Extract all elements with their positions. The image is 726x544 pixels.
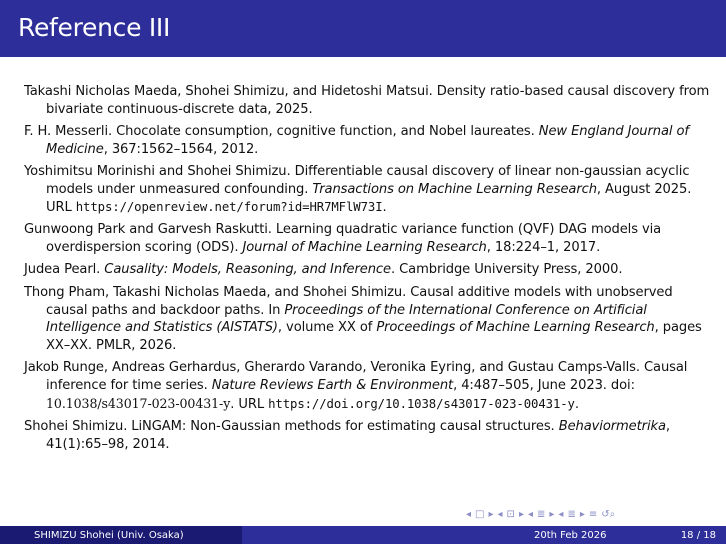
reference-url[interactable]: https://doi.org/10.1038/s43017-023-00431-y <box>268 396 575 411</box>
nav-symbol-icon[interactable]: ◂ <box>527 509 533 520</box>
nav-symbol-icon[interactable]: ≡ <box>588 509 598 520</box>
nav-symbol-icon[interactable]: ≣ <box>567 509 576 520</box>
reference-venue: Behaviormetrika <box>558 419 666 435</box>
reference-text: Takashi Nicholas Maeda, Shohei Shimizu, and Hidetoshi Matsui. Density ratio-based causal discovery from bivariate continuous-discrete data, 2025. <box>24 84 710 117</box>
reference-entry <box>24 83 714 118</box>
footer-date: 20th Feb 2026 <box>534 529 607 541</box>
reference-text: , August 2025. URL <box>46 181 692 215</box>
reference-text: , pages XX–XX. PMLR, 2026. <box>46 320 702 353</box>
reference-text: . <box>574 396 579 412</box>
reference-entry <box>24 359 714 413</box>
reference-url[interactable]: https://openreview.net/forum?id=HR7MFlW73I <box>75 199 383 214</box>
reference-venue: New England Journal of Medicine <box>46 124 689 157</box>
reference-text: F. H. Messerli. Chocolate consumption, cognitive function, and Nobel laureates. <box>24 124 539 140</box>
title-bar <box>0 0 726 57</box>
reference-entry <box>24 261 714 279</box>
reference-venue: Proceedings of Machine Learning Research <box>376 320 655 336</box>
reference-text: , 41(1):65–98, 2014. <box>46 419 670 452</box>
nav-symbol-icon[interactable]: ◂ <box>466 509 472 520</box>
reference-venue: Proceedings of the International Conference on Artificial Intelligence and Statistics (AISTATS) <box>46 302 647 336</box>
reference-text: . <box>382 199 387 215</box>
reference-entry <box>24 221 714 256</box>
nav-symbol-icon[interactable]: ▸ <box>579 509 585 520</box>
reference-text: 10.1038/s43017-023-00431-y <box>46 395 231 411</box>
nav-symbol-icon[interactable]: ▸ <box>518 509 524 520</box>
reference-text: Thong Pham, Takashi Nicholas Maeda, and Shohei Shimizu. Causal additive models with unobserved causal paths and backdoor paths. In <box>24 284 673 318</box>
reference-text: . Cambridge University Press, 2000. <box>390 262 623 278</box>
reference-text: Gunwoong Park and Garvesh Raskutti. Learning quadratic variance function (QVF) DAG models via overdispersion scoring (ODS). <box>24 222 662 255</box>
footer-bar <box>0 526 726 544</box>
reference-text: , 367:1562–1564, 2012. <box>103 141 259 157</box>
slide-title: Reference III <box>18 13 171 42</box>
beamer-navigation-bar[interactable] <box>466 508 666 522</box>
reference-list <box>24 83 714 458</box>
reference-text: Judea Pearl. <box>24 262 105 278</box>
nav-symbol-icon[interactable]: ↺⌕ <box>601 509 616 520</box>
reference-entry <box>24 163 714 216</box>
reference-venue: Transactions on Machine Learning Research <box>312 181 597 197</box>
reference-entry <box>24 418 714 453</box>
nav-symbol-icon[interactable]: □ <box>475 509 485 520</box>
footer-page-number: 18 / 18 <box>680 529 716 541</box>
nav-symbol-icon[interactable]: ◂ <box>558 509 564 520</box>
nav-symbol-icon[interactable]: ≣ <box>537 509 546 520</box>
nav-symbol-icon[interactable]: ▸ <box>549 509 555 520</box>
nav-symbol-icon[interactable]: ◂ <box>497 509 503 520</box>
nav-symbol-icon[interactable]: ⊡ <box>506 509 515 520</box>
reference-text: , volume XX of <box>277 320 377 336</box>
reference-text: , 18:224–1, 2017. <box>486 239 601 255</box>
reference-venue: Causality: Models, Reasoning, and Inference <box>104 262 391 278</box>
nav-symbol-icon[interactable]: ▸ <box>488 509 494 520</box>
footer-middle <box>242 526 484 544</box>
footer-right <box>484 526 726 544</box>
footer-author: SHIMIZU Shohei (Univ. Osaka) <box>0 526 242 544</box>
reference-text: , 4:487–505, June 2023. doi: <box>453 377 635 393</box>
reference-text: Jakob Runge, Andreas Gerhardus, Gherardo Varando, Veronika Eyring, and Gustau Camps-Valls. Causal inference for time series. <box>24 360 688 393</box>
reference-entry <box>24 284 714 354</box>
reference-venue: Nature Reviews Earth & Environment <box>211 377 454 393</box>
reference-text: Yoshimitsu Morinishi and Shohei Shimizu. Differentiable causal discovery of linear non-gaussian acyclic models under unmeasured confounding. <box>24 164 690 197</box>
reference-venue: Journal of Machine Learning Research <box>242 239 487 255</box>
reference-text: . URL <box>230 396 269 412</box>
reference-text: Shohei Shimizu. LiNGAM: Non-Gaussian methods for estimating causal structures. <box>24 419 559 435</box>
reference-entry <box>24 123 714 158</box>
